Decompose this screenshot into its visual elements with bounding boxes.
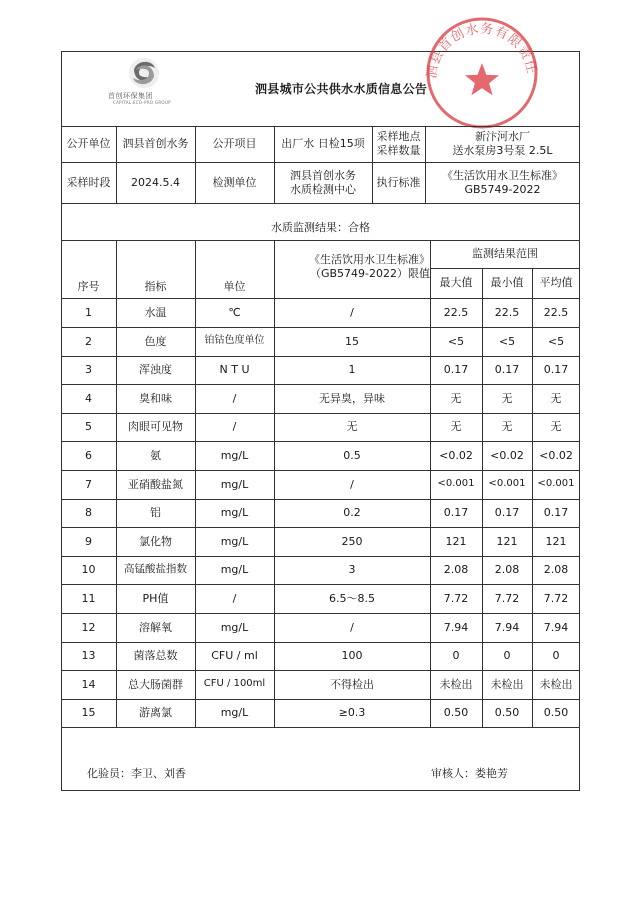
header-min: 最小值 [490, 276, 524, 290]
row-unit: ℃ [228, 305, 241, 319]
info-value-testing-unit-line2: 水质检测中心 [290, 182, 356, 196]
row-unit: CFU / ml [211, 649, 258, 663]
row-limit: / [350, 305, 354, 319]
header-range: 监测结果范围 [472, 247, 538, 261]
svg-text:泗县首创水务有限责任公司 [412, 11, 540, 80]
rule-table-bottom [61, 727, 580, 728]
row-avg: <5 [547, 334, 565, 348]
row-unit: mg/L [220, 477, 249, 491]
header-no: 序号 [77, 280, 100, 294]
info-value-sample-quantity: 送水泵房3号泵 2.5L [452, 144, 553, 157]
row-avg: <0.02 [539, 448, 573, 462]
row-min: 7.94 [494, 620, 520, 634]
row-max: 无 [450, 420, 462, 434]
tester-signature-line: 化验员：李卫、刘香 [87, 767, 186, 780]
row-avg: 7.72 [543, 591, 569, 605]
row-max: <0.02 [439, 448, 473, 462]
row-indicator: 水温 [144, 305, 167, 319]
row-avg: 0.17 [543, 506, 569, 520]
row-indicator: 高锰酸盐指数 [124, 563, 187, 576]
header-limit [274, 240, 430, 298]
row-avg: 2.08 [543, 563, 569, 577]
row-min: 121 [496, 534, 518, 548]
row-min: <5 [498, 334, 516, 348]
info-label-standard: 执行标准 [376, 175, 421, 189]
row-max: 22.5 [443, 305, 469, 319]
row-max: 0 [452, 649, 460, 663]
info-value-sampling-time: 2024.5.4 [131, 175, 180, 189]
row-limit: / [350, 477, 354, 491]
info-value-testing-unit [274, 162, 372, 203]
row-indicator: 氯化物 [139, 534, 172, 548]
rule-info-bottom [61, 203, 580, 204]
row-unit: CFU / 100ml [203, 678, 266, 690]
header-limit-line1: 《生活饮用水卫生标准》 [309, 253, 430, 267]
row-no: 6 [85, 448, 92, 462]
row-unit: mg/L [220, 534, 249, 548]
row-avg: 未检出 [539, 677, 573, 691]
row-max: <5 [447, 334, 465, 348]
row-unit: mg/L [220, 448, 249, 462]
row-max: 未检出 [439, 677, 473, 691]
row-max: 0.50 [443, 706, 469, 720]
info-label-sampling [372, 126, 425, 162]
row-no: 2 [85, 334, 92, 348]
row-indicator: 亚硝酸盐氮 [128, 477, 183, 491]
row-indicator: 游离氯 [139, 706, 172, 720]
row-no: 7 [85, 477, 92, 491]
header-limit-line2: （GB5749-2022）限值 [309, 267, 430, 280]
row-max: 0.17 [443, 506, 469, 520]
row-min: 未检出 [490, 677, 524, 691]
row-limit: 1 [348, 363, 356, 377]
row-min: <0.02 [490, 448, 524, 462]
row-indicator: 浑浊度 [139, 363, 172, 377]
row-limit: / [350, 620, 354, 634]
info-value-sampling [425, 126, 580, 162]
row-avg: 22.5 [543, 305, 569, 319]
row-limit: 15 [345, 334, 359, 348]
logo-company-name: 首创环保集团 [108, 92, 153, 100]
logo-swirl-icon [129, 58, 159, 88]
row-min: 0.17 [494, 506, 520, 520]
info-label-sample-location: 采样地点 [376, 130, 421, 144]
row-no: 4 [85, 391, 92, 405]
page-title: 泗县城市公共供水水质信息公告 [255, 82, 428, 96]
row-max: 0.17 [443, 363, 469, 377]
row-min: 无 [501, 391, 513, 405]
row-min: 无 [501, 420, 513, 434]
row-indicator: PH值 [142, 591, 169, 605]
row-unit: / [232, 591, 237, 605]
info-value-project: 出厂水 日检15项 [281, 137, 365, 151]
row-avg: 7.94 [543, 620, 569, 634]
company-seal [412, 11, 550, 129]
row-unit: mg/L [220, 706, 249, 720]
row-avg: 0.50 [543, 706, 569, 720]
row-limit: 0.5 [343, 448, 361, 462]
row-indicator: 臭和味 [139, 391, 172, 405]
row-min: 2.08 [494, 563, 520, 577]
info-label-publisher: 公开单位 [66, 137, 111, 151]
row-avg: 0.17 [543, 363, 569, 377]
row-limit: ≥0.3 [338, 706, 366, 720]
row-unit: mg/L [220, 563, 249, 577]
row-limit: 100 [341, 649, 363, 663]
row-limit: 3 [348, 563, 356, 577]
row-max: 2.08 [443, 563, 469, 577]
row-max: <0.001 [437, 478, 475, 490]
info-value-standard-line1: 《生活饮用水卫生标准》 [442, 168, 563, 182]
header-max: 最大值 [439, 276, 473, 290]
row-no: 15 [81, 706, 96, 720]
row-min: 22.5 [494, 305, 520, 319]
row-max: 7.94 [443, 620, 469, 634]
row-no: 10 [81, 563, 96, 577]
row-indicator: 溶解氧 [139, 620, 172, 634]
row-no: 13 [81, 649, 96, 663]
row-unit: / [232, 420, 237, 434]
row-no: 5 [85, 420, 92, 434]
header-indicator: 指标 [144, 280, 167, 294]
info-value-testing-unit-line1: 泗县首创水务 [290, 168, 356, 182]
seal-text: 泗县首创水务有限责任 [424, 21, 540, 80]
monitoring-result: 水质监测结果：合格 [271, 221, 370, 235]
row-unit: N T U [219, 363, 250, 377]
row-limit: 不得检出 [330, 677, 374, 691]
row-limit: 无异臭，异味 [319, 391, 385, 405]
row-indicator: 肉眼可见物 [128, 420, 183, 434]
info-value-standard-line2: GB5749-2022 [464, 182, 541, 196]
row-avg: 121 [545, 534, 567, 548]
row-no: 11 [81, 591, 96, 605]
row-limit: 6.5～8.5 [329, 591, 375, 605]
row-min: <0.001 [488, 478, 526, 490]
row-indicator: 总大肠菌群 [128, 677, 183, 691]
logo-company-subtext: CAPITAL ECO-PRO GROUP [113, 100, 171, 105]
info-value-sample-location: 新汴河水厂 [475, 130, 530, 144]
info-label-testing-unit: 检测单位 [212, 175, 257, 189]
header-avg: 平均值 [539, 276, 573, 290]
row-no: 8 [85, 506, 92, 520]
row-unit: mg/L [220, 506, 249, 520]
row-unit: / [232, 391, 237, 405]
row-no: 3 [85, 363, 92, 377]
row-limit: 0.2 [343, 506, 361, 520]
row-min: 7.72 [494, 591, 520, 605]
row-indicator: 氨 [150, 448, 161, 462]
info-label-sample-quantity: 采样数量 [376, 144, 421, 157]
row-no: 1 [85, 305, 92, 319]
row-no: 9 [85, 534, 92, 548]
info-label-project: 公开项目 [212, 137, 257, 151]
row-min: 0 [503, 649, 511, 663]
row-avg: 0 [552, 649, 560, 663]
info-label-sampling-time: 采样时段 [66, 175, 111, 189]
row-max: 7.72 [443, 591, 469, 605]
info-value-standard [425, 162, 580, 203]
reviewer-signature-line: 审核人：娄艳芳 [431, 767, 508, 780]
row-limit: 250 [341, 534, 363, 548]
row-min: 0.17 [494, 363, 520, 377]
row-indicator: 铝 [150, 506, 161, 520]
info-value-publisher: 泗县首创水务 [122, 137, 189, 151]
row-indicator: 色度 [144, 334, 167, 348]
row-max: 无 [450, 391, 462, 405]
row-no: 12 [81, 620, 96, 634]
row-min: 0.50 [494, 706, 520, 720]
row-unit: mg/L [220, 620, 249, 634]
seal-star-icon [465, 63, 499, 95]
row-avg: <0.001 [537, 478, 575, 490]
row-indicator: 菌落总数 [133, 649, 178, 663]
row-limit: 无 [346, 420, 358, 434]
row-max: 121 [445, 534, 467, 548]
row-unit: 铂钴色度单位 [204, 335, 265, 347]
row-avg: 无 [550, 420, 562, 434]
row-avg: 无 [550, 391, 562, 405]
row-no: 14 [81, 677, 96, 691]
header-unit: 单位 [223, 280, 246, 294]
